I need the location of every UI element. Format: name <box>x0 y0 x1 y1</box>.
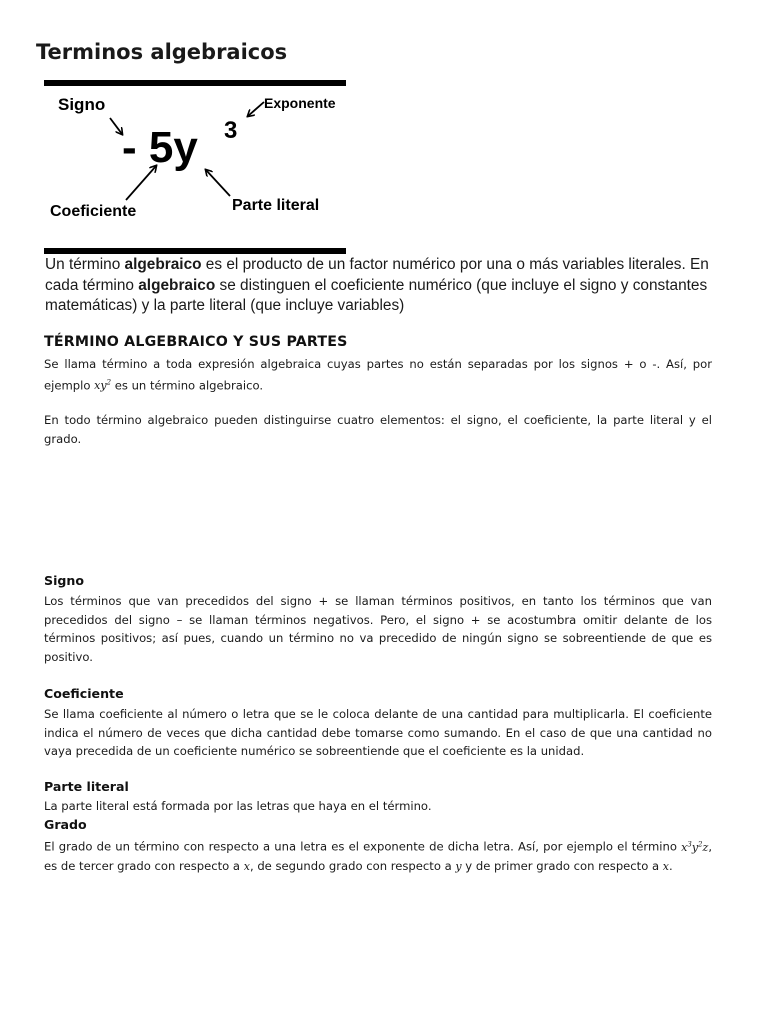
term-expression: - 5y <box>122 123 198 172</box>
section-title: TÉRMINO ALGEBRAICO Y SUS PARTES <box>44 334 348 350</box>
parte-literal-heading: Parte literal <box>44 779 129 794</box>
section-paragraph-2: En todo término algebraico pueden distinguirse cuatro elementos: el signo, el coeficiente, la parte literal y el grado. <box>44 413 712 446</box>
math-x3y2z: $x^3y^2z$ <box>681 840 709 854</box>
intro-paragraph: Un término algebraico es el producto de un factor numérico por una o más variables literales. En cada término algebraico se distinguen el coeficiente numérico (que incluye el signo y constantes matemáticas) y la parte literal (que incluye variables) <box>45 256 709 314</box>
signo-text: Los términos que van precedidos del signo + se llaman términos positivos, en tanto los términos que van precedidos del signo – se llaman términos negativos. Pero, el signo + se acostumbra omitir delante de los términos positivos; así pues, cuando un término no va precedido de ningún signo se sobreentiende de que es positivo. <box>44 594 712 664</box>
math-y: y <box>455 860 462 874</box>
signo-heading: Signo <box>44 573 85 588</box>
diagram-svg <box>44 80 346 254</box>
label-exponente: Exponente <box>264 95 336 111</box>
math-x-1: x <box>243 860 250 874</box>
bottom-rule <box>44 248 346 254</box>
coeficiente-heading: Coeficiente <box>44 686 124 701</box>
math-x-2: x <box>662 860 670 874</box>
grado-text: El grado de un término con respecto a una letra es el exponente de dicha letra. Así, por ejemplo el término $x^3y^2z$, es de tercer grado con respecto a x, de segundo grado con respecto a y y de primer grado con respecto a x. <box>44 839 712 874</box>
bold-algebraico-2: algebraico <box>138 276 216 294</box>
grado-heading: Grado <box>44 817 87 832</box>
arrow-parte-literal <box>206 170 230 196</box>
algebraic-term-diagram <box>44 80 346 254</box>
label-coeficiente: Coeficiente <box>50 203 137 220</box>
parte-literal-text: La parte literal está formada por las letras que haya en el término. <box>44 799 432 813</box>
page-title: Terminos algebraicos <box>36 40 288 64</box>
arrow-signo <box>110 118 122 134</box>
section-paragraph-1: Se llama término a toda expresión algebraica cuyas partes no están separadas por los signos + o -. Así, por ejemplo $xy^2$ es un término algebraico. <box>44 357 712 393</box>
label-signo: Signo <box>58 95 106 114</box>
math-xy2: $xy^2$ <box>94 378 112 393</box>
arrow-exponente <box>248 102 264 116</box>
coeficiente-text: Se llama coeficiente al número o letra que se le coloca delante de una cantidad para multiplicarla. El coeficiente indica el número de veces que dicha cantidad debe tomarse como sumando. En el caso de que una cantidad no vaya precedida de un coeficiente numérico se sobreentiende que el coeficiente es la unidad. <box>44 707 712 759</box>
label-parte-literal: Parte literal <box>232 197 320 214</box>
term-exponent: 3 <box>224 117 238 144</box>
bold-algebraico-1: algebraico <box>124 256 202 273</box>
top-rule <box>44 80 346 86</box>
